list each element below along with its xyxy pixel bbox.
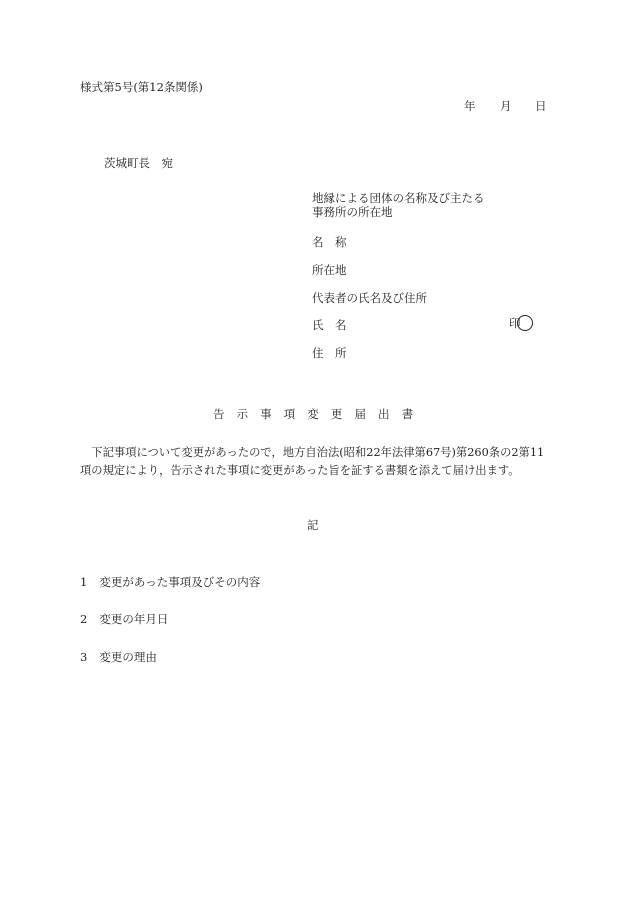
- org-label-2: 事務所の所在地: [312, 205, 393, 219]
- item-3: [80, 650, 157, 664]
- document-title: 告示事項変更届出書: [213, 407, 426, 421]
- org-label: 地縁による団体の名称及び主たる: [312, 191, 485, 205]
- date-year: 年: [464, 99, 476, 113]
- date-day: 日: [535, 99, 547, 113]
- representative-name-label: 氏 名: [312, 318, 347, 332]
- body-paragraph: 下記事項について変更があったので，地方自治法(昭和22年法律第67号)第260条の2第11項の規定により，告示された事項に変更があった旨を証する書類を添えて届け出ます。: [80, 446, 545, 477]
- date-month: 月: [500, 99, 512, 113]
- item-text: 変更の年月日: [99, 612, 169, 626]
- item-number: 2: [80, 612, 88, 626]
- item-number: 1: [80, 575, 88, 589]
- form-number: 様式第5号(第12条関係): [80, 80, 203, 94]
- item-text: 変更があった事項及びその内容: [99, 575, 261, 589]
- ki-heading: 記: [307, 518, 319, 532]
- location-label: 所在地: [312, 263, 347, 277]
- addressee: 茨城町長 宛: [104, 156, 173, 170]
- item-1: [80, 575, 260, 589]
- item-text: 変更の理由: [99, 650, 157, 664]
- name-label: 名 称: [312, 235, 347, 249]
- item-number: 3: [80, 650, 88, 664]
- seal-text: 印: [509, 316, 521, 330]
- item-2: [80, 612, 168, 626]
- representative-label: 代表者の氏名及び住所: [312, 291, 427, 305]
- seal-circle-icon: [517, 315, 533, 331]
- representative-address-label: 住 所: [312, 346, 347, 360]
